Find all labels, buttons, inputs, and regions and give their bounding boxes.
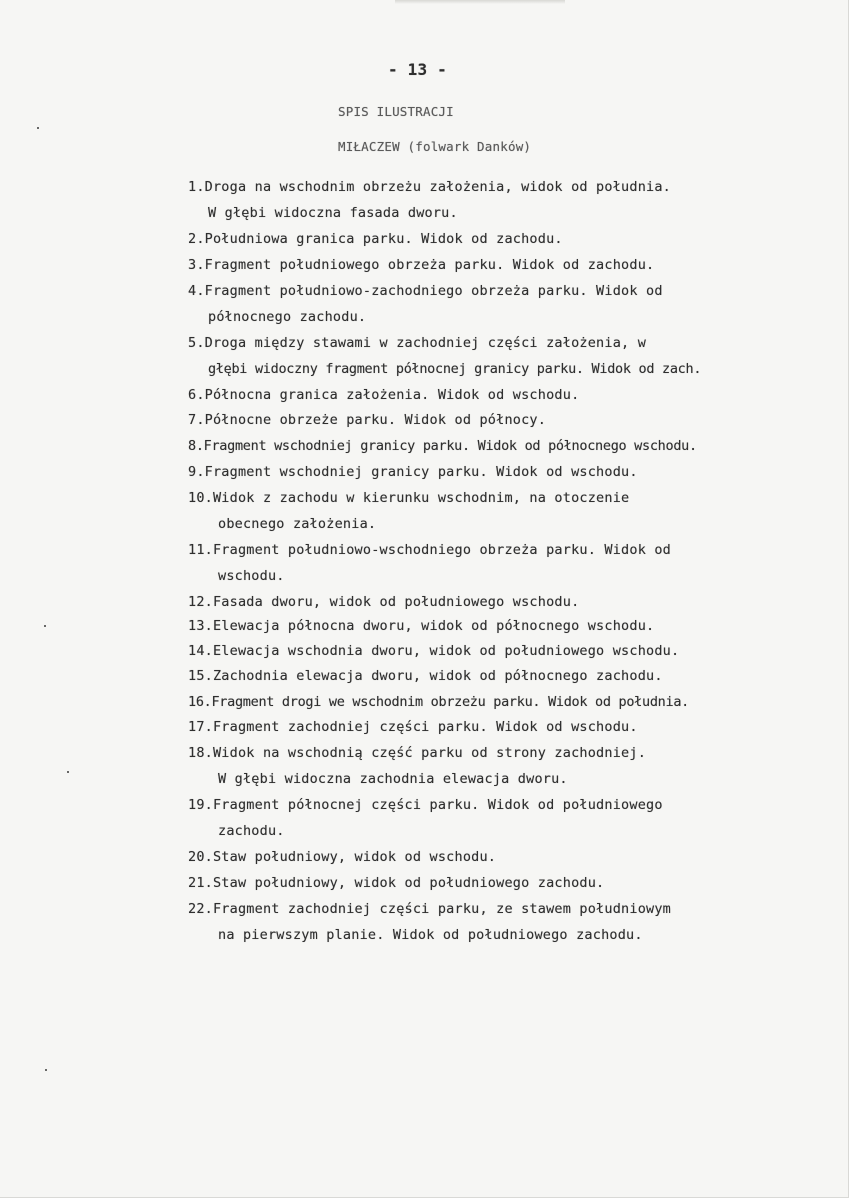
list-item	[188, 285, 663, 299]
item-number: 15.	[188, 668, 213, 684]
list-item	[188, 389, 579, 403]
list-item-continuation: wschodu.	[218, 568, 285, 584]
item-number: 3.	[188, 257, 205, 273]
margin-dot	[45, 1069, 47, 1071]
item-number: 17.	[188, 719, 213, 735]
item-number: 19.	[188, 797, 213, 813]
list-item-continuation: głębi widoczny fragment północnej granicy parku. Widok od zach.	[208, 361, 702, 377]
margin-dot	[44, 625, 46, 627]
list-item	[188, 903, 671, 917]
list-item	[188, 466, 638, 480]
list-item-continuation: zachodu.	[218, 823, 285, 839]
list-item-continuation: na pierwszym planie. Widok od południowego zachodu.	[218, 927, 643, 943]
item-text: Północne obrzeże parku. Widok od północy.	[204, 412, 547, 428]
list-item	[188, 799, 663, 813]
item-number: 21.	[188, 875, 213, 891]
list-item	[188, 337, 646, 351]
item-number: 8.	[188, 438, 204, 454]
list-item-continuation: W głębi widoczna fasada dworu.	[208, 205, 458, 221]
item-number: 2.	[188, 231, 205, 247]
item-text: Fasada dworu, widok od południowego wschodu.	[212, 594, 580, 610]
list-item	[188, 492, 629, 506]
list-item	[188, 259, 654, 273]
item-number: 7.	[188, 412, 205, 428]
item-text: Widok na wschodnią część parku od strony zachodniej.	[212, 745, 647, 761]
margin-dot	[37, 127, 39, 129]
item-number: 20.	[188, 849, 213, 865]
item-text: Fragment północnej części parku. Widok od południowego	[212, 797, 663, 813]
item-text: Staw południowy, widok od południowego zachodu.	[212, 875, 605, 891]
list-item	[188, 851, 496, 865]
item-number: 12.	[188, 594, 213, 610]
list-item	[188, 747, 646, 761]
list-item	[188, 233, 563, 247]
scan-edge-mark	[395, 0, 565, 4]
item-number: 5.	[188, 335, 205, 351]
list-item-continuation: północnego zachodu.	[208, 309, 367, 325]
list-item	[188, 181, 671, 195]
item-number: 6.	[188, 387, 205, 403]
item-text: Staw południowy, widok od wschodu.	[212, 849, 497, 865]
item-number: 11.	[188, 542, 213, 558]
list-item	[188, 645, 679, 659]
item-text: Elewacja północna dworu, widok od północnego wschodu.	[212, 618, 655, 634]
list-item	[188, 721, 638, 735]
item-number: 13.	[188, 618, 213, 634]
page-subtitle: MIŁACZEW (folwark Danków)	[338, 139, 532, 154]
item-text: Fragment wschodniej granicy parku. Widok od północnego wschodu.	[203, 438, 697, 454]
item-text: Fragment zachodniej części parku, ze stawem południowym	[212, 901, 672, 917]
list-item-continuation: obecnego założenia.	[218, 516, 377, 532]
list-item	[188, 596, 579, 610]
item-number: 16.	[188, 694, 212, 710]
item-text: Zachodnia elewacja dworu, widok od północnego zachodu.	[212, 668, 663, 684]
item-number: 4.	[188, 283, 205, 299]
item-number: 10.	[188, 490, 213, 506]
list-item-continuation: W głębi widoczna zachodnia elewacja dworu.	[218, 771, 568, 787]
item-text: Fragment południowego obrzeża parku. Widok od zachodu.	[204, 257, 655, 273]
item-text: Fragment wschodniej granicy parku. Widok od wschodu.	[204, 464, 638, 480]
item-text: Fragment południowo-wschodniego obrzeża parku. Widok od	[212, 542, 672, 558]
page-number: - 13 -	[388, 60, 447, 79]
item-text: Widok z zachodu w kierunku wschodnim, na otoczenie	[212, 490, 630, 506]
list-item	[188, 544, 671, 558]
item-number: 14.	[188, 643, 213, 659]
item-text: Południowa granica parku. Widok od zachodu.	[204, 231, 563, 247]
margin-dot	[67, 771, 69, 773]
list-item	[188, 620, 654, 634]
list-item	[188, 877, 604, 891]
item-text: Droga między stawami w zachodniej części założenia, w	[204, 335, 647, 351]
item-number: 18.	[188, 745, 213, 761]
item-number: 22.	[188, 901, 213, 917]
item-number: 1.	[188, 179, 205, 195]
item-text: Północna granica założenia. Widok od wschodu.	[204, 387, 580, 403]
list-item	[188, 440, 697, 454]
item-text: Fragment zachodniej części parku. Widok od wschodu.	[212, 719, 638, 735]
item-text: Elewacja wschodnia dworu, widok od południowego wschodu.	[212, 643, 680, 659]
item-text: Droga na wschodnim obrzeżu założenia, widok od południa.	[204, 179, 672, 195]
item-text: Fragment południowo-zachodniego obrzeża parku. Widok od	[204, 283, 663, 299]
list-item	[188, 414, 546, 428]
list-item	[188, 696, 689, 710]
list-item	[188, 670, 663, 684]
page-title: SPIS ILUSTRACJI	[338, 104, 454, 119]
item-number: 9.	[188, 464, 205, 480]
item-text: Fragment drogi we wschodnim obrzeżu parku. Widok od południa.	[211, 694, 689, 710]
